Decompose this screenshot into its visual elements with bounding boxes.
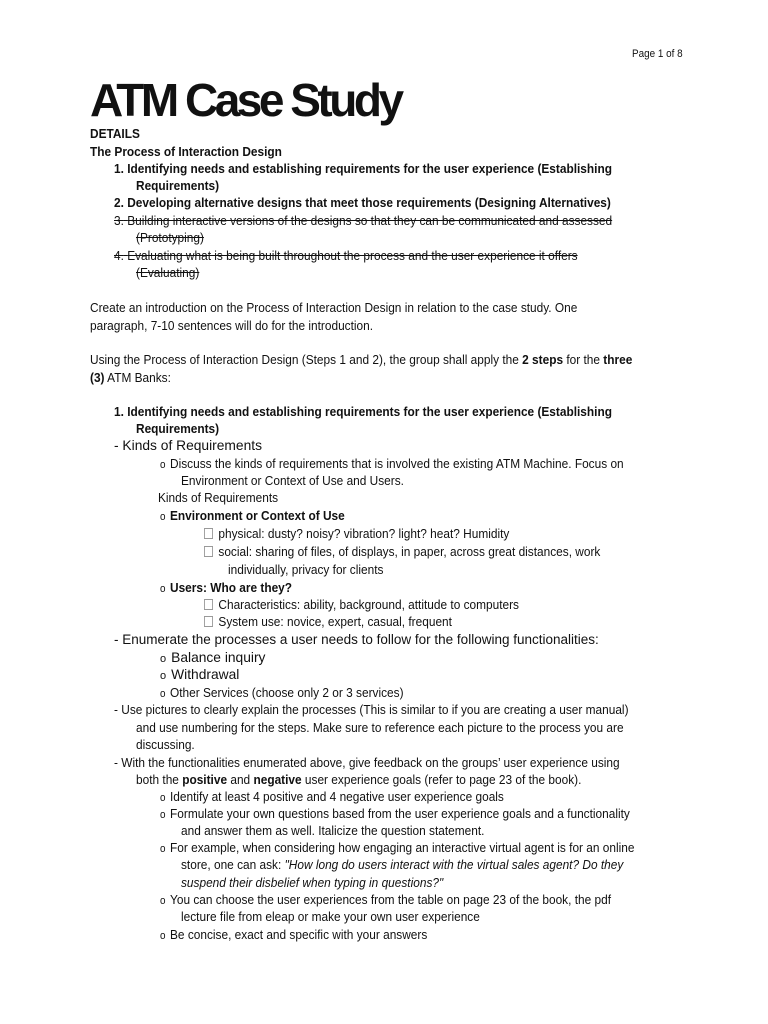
using-paragraph-line2 [90,370,171,386]
goal-text-5: Be concise, exact and specific with your answers [170,927,428,942]
goal-item-5 [160,927,427,944]
goal-text-3-italic: "How long do users interact with the virtual sales agent? Do they [284,857,624,872]
social-item [204,544,600,560]
step-4-text: Evaluating what is being built throughout the process and the user experience it offers [127,248,578,263]
page-title: ATM Case Study [90,74,401,126]
physical-item [204,526,509,542]
goal-text-3-line2 [181,857,623,873]
details-label: DETAILS [90,126,140,141]
goal-text-3: For example, when considering how engaging an interactive virtual agent is for an online [170,840,635,855]
step-4-number: 4. [114,248,124,263]
intro-paragraph-line1: Create an introduction on the Process of Interaction Design in relation to the case study. One [90,300,578,315]
square-bullet-icon [204,599,213,610]
goal-text-3-plain: store, one can ask: [181,857,285,872]
characteristics-text: Characteristics: ability, background, attitude to computers [218,597,519,612]
square-bullet-icon [204,546,213,557]
circle-bullet-icon: o [160,653,167,665]
step-1-continuation: Requirements) [136,178,220,193]
section-1-heading [114,404,612,420]
page-number: Page 1 of 8 [632,48,683,60]
step-1-number: 1. [114,161,124,176]
circle-bullet-icon: o [160,459,166,471]
section-1-continuation: Requirements) [136,421,220,436]
users-heading-item [160,580,292,597]
goal-item-3 [160,840,634,857]
physical-text: physical: dusty? noisy? vibration? light? heat? Humidity [218,526,510,541]
step-4 [114,248,578,264]
function-label-3: Other Services (choose only 2 or 3 services) [170,685,404,700]
env-heading-item [160,508,345,525]
discuss-line1: Discuss the kinds of requirements that is involved the existing ATM Machine. Focus on [170,456,624,471]
section-1-text: Identifying needs and establishing requirements for the user experience (Establishing [127,404,612,419]
square-bullet-icon [204,616,213,627]
circle-bullet-icon: o [160,688,166,700]
using-text-c: for the [563,352,604,367]
characteristics-item [204,597,519,613]
kinds-subheading: Kinds of Requirements [158,490,279,505]
using-text-bold-3: (3) [90,370,105,385]
discuss-line2: Environment or Context of Use and Users. [181,473,404,488]
circle-bullet-icon: o [160,792,166,804]
step-3-text: Building interactive versions of the designs so that they can be communicated and assessed [127,213,613,228]
step-3-continuation: (Prototyping) [136,230,204,245]
step-2 [114,195,611,211]
feedback-text-c: and [227,772,254,787]
goal-text-1: Identify at least 4 positive and 4 negative user experience goals [170,789,504,804]
feedback-negative: negative [253,772,302,787]
goal-item-2 [160,806,630,823]
circle-bullet-icon: o [160,809,166,821]
system-use-item [204,614,452,630]
goal-text-3-italic-end: suspend their disbelief when typing in questions?" [181,875,444,890]
circle-bullet-icon: o [160,843,166,855]
using-text-bold-steps: 2 steps [522,352,564,367]
using-text-bold-three: three [603,352,633,367]
step-1-text: Identifying needs and establishing requirements for the user experience (Establishing [127,161,612,176]
kinds-heading: - Kinds of Requirements [114,438,262,453]
step-4-continuation: (Evaluating) [136,265,200,280]
social-text-line2: individually, privacy for clients [228,562,384,577]
step-2-text: Developing alternative designs that meet those requirements (Designing Alternatives) [127,195,611,210]
intro-paragraph-line2: paragraph, 7-10 sentences will do for the introduction. [90,318,374,333]
function-item-1 [160,650,265,667]
goal-text-2: Formulate your own questions based from the user experience goals and a functionality [170,806,630,821]
discuss-item [160,456,624,473]
goal-text-2-continuation: and answer them as well. Italicize the question statement. [181,823,485,838]
square-bullet-icon [204,528,213,539]
feedback-text-a: both the [136,772,183,787]
system-use-text: System use: novice, expert, casual, frequent [218,614,452,629]
using-paragraph-line1 [90,352,632,368]
step-3 [114,213,612,229]
function-label-2: Withdrawal [171,667,240,682]
pictures-line3: discussing. [136,737,195,752]
goal-text-4: You can choose the user experiences from the table on page 23 of the book, the pdf [170,892,612,907]
pictures-line1: - Use pictures to clearly explain the processes (This is similar to if you are creating a user manual) [114,702,629,717]
env-heading: Environment or Context of Use [170,508,345,523]
feedback-line2 [136,772,581,788]
step-2-number: 2. [114,195,124,210]
circle-bullet-icon: o [160,511,166,523]
circle-bullet-icon: o [160,930,166,942]
goal-text-4-continuation: lecture file from eleap or make your own user experience [181,909,480,924]
using-text-a: Using the Process of Interaction Design (Steps 1 and 2), the group shall apply the [90,352,523,367]
circle-bullet-icon: o [160,670,167,682]
circle-bullet-icon: o [160,583,166,595]
step-3-number: 3. [114,213,124,228]
users-heading: Users: Who are they? [170,580,293,595]
section-1-number: 1. [114,404,124,419]
function-label-1: Balance inquiry [171,650,266,665]
goal-text-3-line3 [181,875,443,891]
feedback-text-e: user experience goals (refer to page 23 of the book). [301,772,582,787]
circle-bullet-icon: o [160,895,166,907]
function-item-2 [160,667,239,684]
social-text-line1: social: sharing of files, of displays, in paper, across great distances, work [218,544,601,559]
pictures-line2: and use numbering for the steps. Make sure to reference each picture to the process you are [136,720,624,735]
goal-item-1 [160,789,504,806]
using-text-f: ATM Banks: [104,370,171,385]
goal-item-4 [160,892,611,909]
process-heading: The Process of Interaction Design [90,144,282,159]
enumerate-heading: - Enumerate the processes a user needs to follow for the following functionalities: [114,632,599,647]
feedback-line1: - With the functionalities enumerated above, give feedback on the groups’ user experience using [114,755,620,770]
feedback-positive: positive [182,772,228,787]
step-1 [114,161,612,177]
function-item-3 [160,685,404,702]
